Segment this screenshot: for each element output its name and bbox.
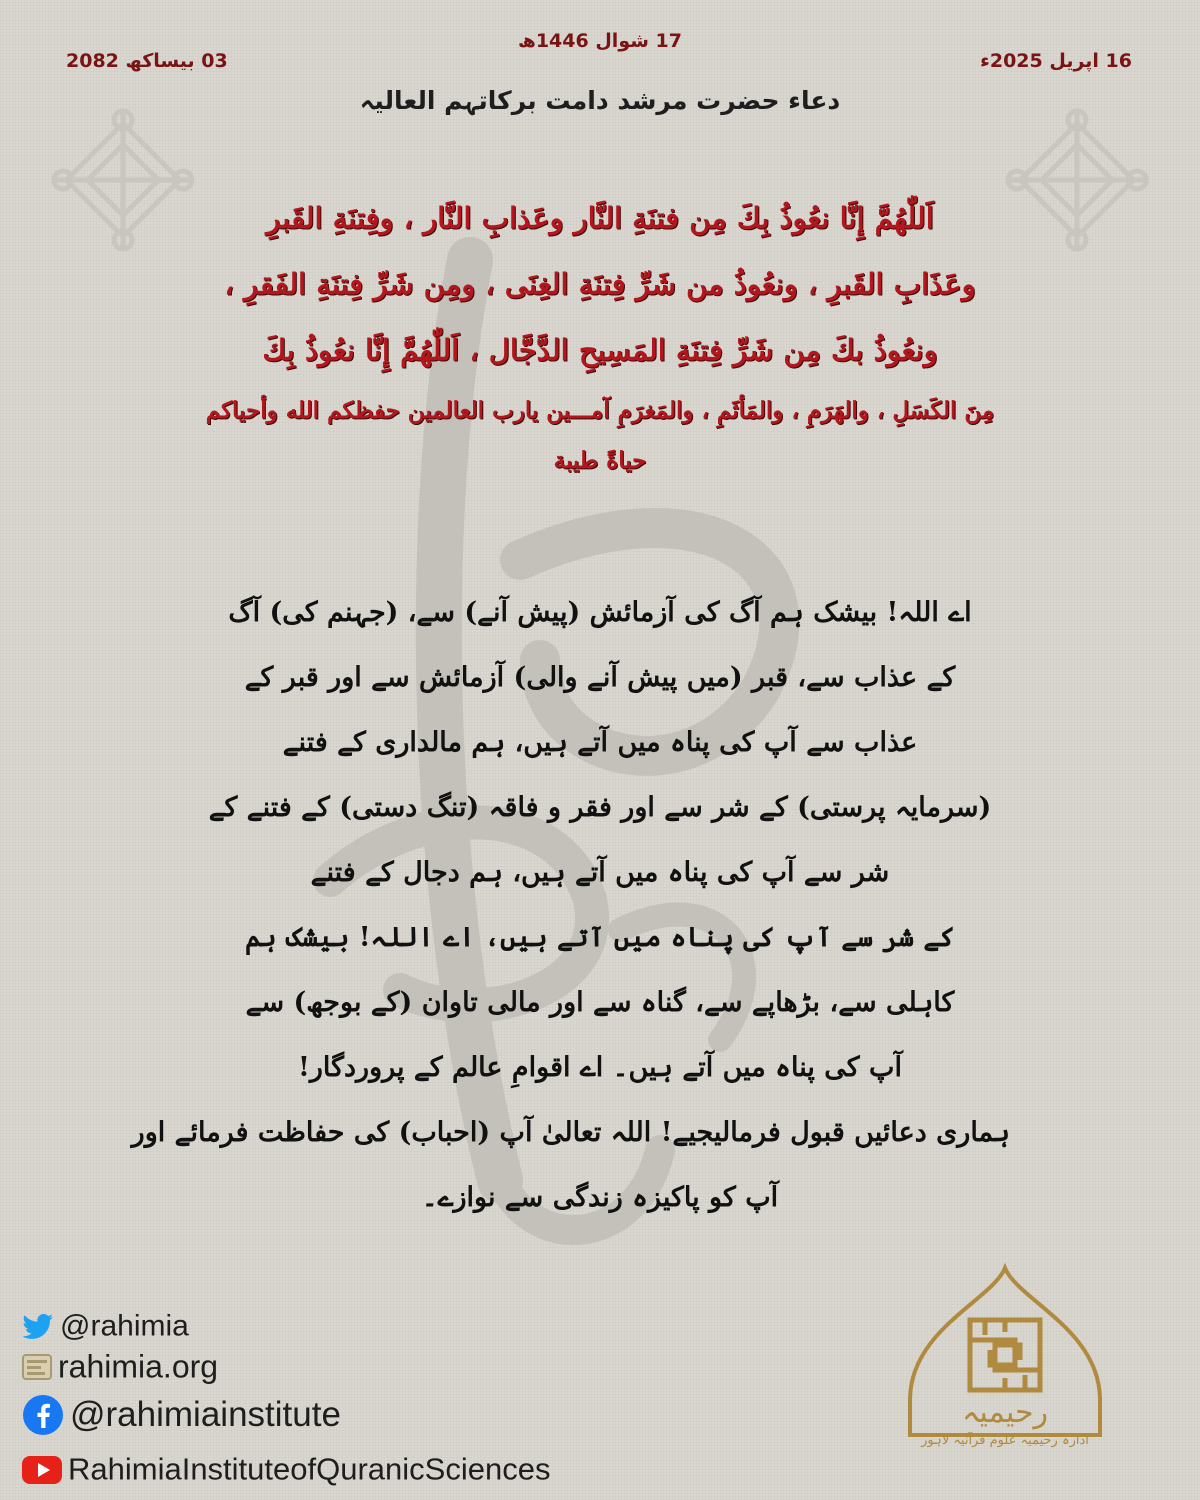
youtube-channel: RahimiaInstituteofQuranicSciences [68,1451,551,1487]
urdu-translation [131,580,1010,1230]
urdu-line: کے عذاب سے، قبر (میں پیش آنے والی) آزمائش سے اور قبر کے [244,662,956,693]
urdu-line: کاہلی سے، بڑھاپے سے، گناہ سے اور مالی تاوان (کے بوجھ) سے [245,987,955,1018]
bikrami-date: 03 بیساکھ 2082 [66,50,228,72]
logo-script: رحیمیہ [961,1395,1049,1430]
page-title: دعاء حضرت مرشد دامت برکاتہم العالیہ [359,86,841,115]
urdu-line: آپ کو پاکیزہ زندگی سے نوازے۔ [421,1182,779,1213]
youtube-link[interactable] [22,1450,550,1488]
twitter-link[interactable] [22,1308,189,1344]
twitter-icon [22,1313,54,1341]
urdu-line: عذاب سے آپ کی پناہ میں آتے ہیں، ہم مالداری کے فتنے [282,727,918,758]
urdu-line: (سرمایہ پرستی) کے شر سے اور فقر و فاقہ (تنگ دستی) کے فتنے کے [208,792,992,823]
hijri-date: 17 شوال 1446ھ [518,30,682,52]
urdu-line: کے شر سے آپ کی پناہ میں آتے ہیں، اے اللہ! بیشک ہم [244,922,955,953]
urdu-line: ہماری دعائیں قبول فرمالیجیے! اللہ تعالیٰ آپ (احباب) کی حفاظت فرمائے اور [131,1117,1010,1148]
gregorian-date: 16 اپریل 2025ء [980,50,1132,72]
arabic-line: حياةً طيبة [553,447,647,474]
website-url: rahimia.org [58,1348,219,1385]
institute-logo [900,1260,1110,1490]
arabic-line: وعَذَابِ القَبرِ ، ونعُوذُ من شَرِّ فِتنَةِ الغِنَى ، ومِن شَرِّ فِتنَةِ الفَقرِ ، [224,267,976,301]
urdu-line: آپ کی پناہ میں آتے ہیں۔ اے اقوامِ عالم کے پروردگار! [298,1052,902,1083]
facebook-handle: @rahimiainstitute [70,1395,341,1434]
arabic-line: مِنَ الكَسَلِ ، والهَرَمِ ، والمَأثَمِ ، والمَغرَمِ آمـــين يارب العالمين حفظكم الله وأحياكم [205,397,995,424]
twitter-handle: @rahimia [60,1309,189,1343]
website-link[interactable] [22,1346,218,1386]
youtube-icon [22,1456,62,1484]
arabic-dua [80,185,1120,483]
facebook-icon [22,1394,64,1436]
arabic-line: ونعُوذُ بكَ مِن شَرِّ فِتنَةِ المَسِيحِ الدَّجَّال ، اَللّٰهُمَّ إِنَّا نعُوذُ بِكَ [262,333,938,367]
arabic-line: اَللّٰهُمَّ إِنَّا نعُوذُ بِكَ مِن فتنَةِ النَّار وعَذابِ النَّار ، وفِتنَةِ القَبرِ [266,201,934,235]
globe-icon [22,1354,52,1380]
urdu-line: اے اللہ! بیشک ہم آگ کی آزمائش (پیش آنے) سے، (جہنم کی) آگ [228,597,972,628]
logo-subtitle: ادارہ رحیمیہ علوم قرآنیہ لاہور [921,1433,1089,1448]
urdu-line: شر سے آپ کی پناہ میں آتے ہیں، ہم دجال کے فتنے [310,857,890,888]
facebook-link[interactable] [22,1394,341,1436]
